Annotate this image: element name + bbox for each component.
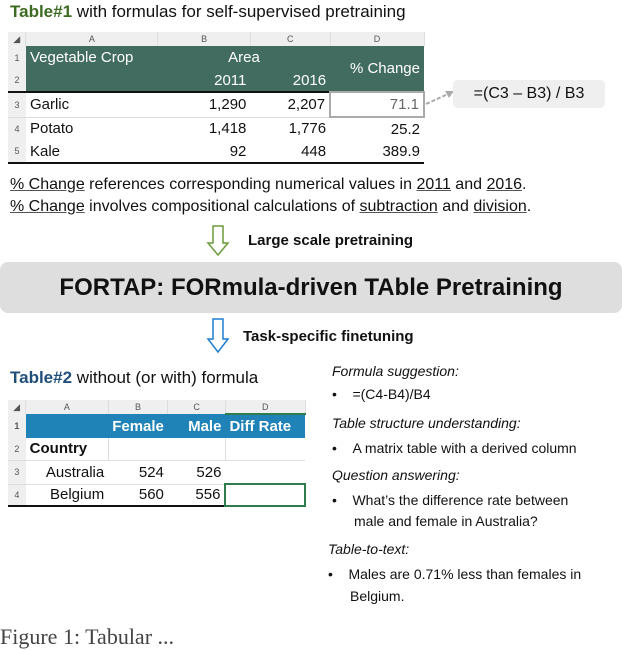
task-item: • A matrix table with a derived column — [332, 440, 577, 456]
cell[interactable]: Belgium — [50, 486, 105, 504]
row-number: 1 — [8, 46, 26, 69]
header-2011: 2011 — [158, 69, 251, 92]
header-2016: 2016 — [250, 69, 330, 92]
cell[interactable]: 2,207 — [287, 96, 326, 114]
note-line-1: % Change references corresponding numerical values in 2011 and 2016. — [10, 176, 527, 193]
cell[interactable]: Australia — [45, 463, 105, 481]
cell[interactable]: 448 — [301, 142, 327, 160]
row-header-country[interactable]: Country — [29, 440, 88, 458]
col-b[interactable]: B — [108, 400, 168, 414]
row-number: 2 — [8, 438, 26, 460]
task-item: • Males are 0.71% less than females in — [328, 566, 582, 582]
col-d[interactable]: D — [330, 32, 424, 46]
col-b[interactable]: B — [158, 32, 251, 46]
cell[interactable]: 389.9 — [382, 142, 420, 160]
col-a[interactable]: A — [26, 32, 158, 46]
header-crop: Vegetable Crop — [26, 46, 158, 69]
cell[interactable]: Kale — [29, 142, 60, 160]
pretrain-label: Large scale pretraining — [248, 232, 414, 249]
cell[interactable]: 526 — [196, 463, 222, 481]
task-title-structure: Table structure understanding: — [332, 415, 521, 431]
header-area: Area — [158, 46, 330, 69]
cell[interactable]: Garlic — [29, 96, 70, 114]
row-number: 3 — [8, 92, 26, 117]
selected-cell[interactable]: 71.1 — [330, 92, 424, 117]
cell[interactable]: 1,776 — [288, 120, 327, 138]
cell[interactable]: 1,418 — [208, 120, 247, 138]
down-arrow-green-icon — [206, 225, 230, 257]
cell[interactable]: 556 — [195, 486, 221, 504]
task-item: • =(C4-B4)/B4 — [332, 386, 431, 402]
row-number: 2 — [8, 69, 26, 92]
row-number: 1 — [8, 414, 26, 438]
header-female: Female — [112, 417, 164, 435]
cell[interactable] — [225, 460, 305, 484]
header-change: % Change — [330, 46, 424, 92]
finetune-label: Task-specific finetuning — [243, 328, 414, 345]
selected-cell[interactable] — [225, 484, 305, 506]
table1-label: Table#1 — [10, 2, 73, 21]
cell[interactable]: 560 — [138, 486, 164, 504]
col-d[interactable]: D — [225, 400, 305, 414]
header-diff-rate: Diff Rate — [229, 418, 292, 435]
cell[interactable]: 92 — [229, 142, 247, 160]
table1-subtitle: with formulas for self-supervised pretraining — [72, 2, 406, 21]
row-number: 5 — [8, 140, 26, 163]
task-title-table-to-text: Table-to-text: — [328, 541, 410, 557]
table2-title — [10, 368, 258, 388]
note-line-2: % Change involves compositional calculations of subtraction and division. — [10, 198, 532, 215]
spreadsheet-table1: ◢ A B C D 1 Vegetable Crop Area % Change 2 2011 2016 3 Garlic 1,290 2,207 71.1 4 Potato 1,418 1,776 25.2 5 Kale 92 448 389.9 — [8, 32, 425, 164]
cell[interactable]: Potato — [29, 120, 74, 138]
dashed-arrow-icon — [424, 88, 456, 110]
header-male: Male — [188, 417, 222, 435]
cell[interactable]: 25.2 — [390, 120, 420, 138]
task-title-formula: Formula suggestion: — [332, 363, 459, 379]
figure-caption: Figure 1: Tabular ... — [0, 624, 175, 649]
row-number: 4 — [8, 117, 26, 140]
fortap-banner: FORTAP: FORmula-driven TAble Pretraining — [0, 262, 622, 313]
cell[interactable]: 1,290 — [208, 96, 247, 114]
spreadsheet-table2: ◢ A B C D 1 Female Male Diff Rate 2 Country 3 Australia 524 526 4 Belgium 560 556 — [8, 400, 306, 507]
task-item-cont: Belgium. — [350, 588, 405, 604]
task-item-cont: male and female in Australia? — [354, 513, 538, 529]
down-arrow-blue-icon — [206, 318, 230, 354]
task-item: • What’s the difference rate between — [332, 492, 569, 508]
col-c[interactable]: C — [168, 400, 226, 414]
table2-subtitle: without (or with) formula — [72, 368, 259, 387]
formula-callout: =(C3 – B3) / B3 — [453, 80, 605, 108]
table2-label: Table#2 — [10, 368, 73, 387]
table1-title — [10, 2, 406, 22]
task-title-qa: Question answering: — [332, 467, 460, 483]
col-c[interactable]: C — [250, 32, 330, 46]
row-number: 4 — [8, 484, 26, 506]
row-number: 3 — [8, 460, 26, 484]
cell[interactable]: 524 — [138, 463, 164, 481]
col-a[interactable]: A — [26, 400, 109, 414]
